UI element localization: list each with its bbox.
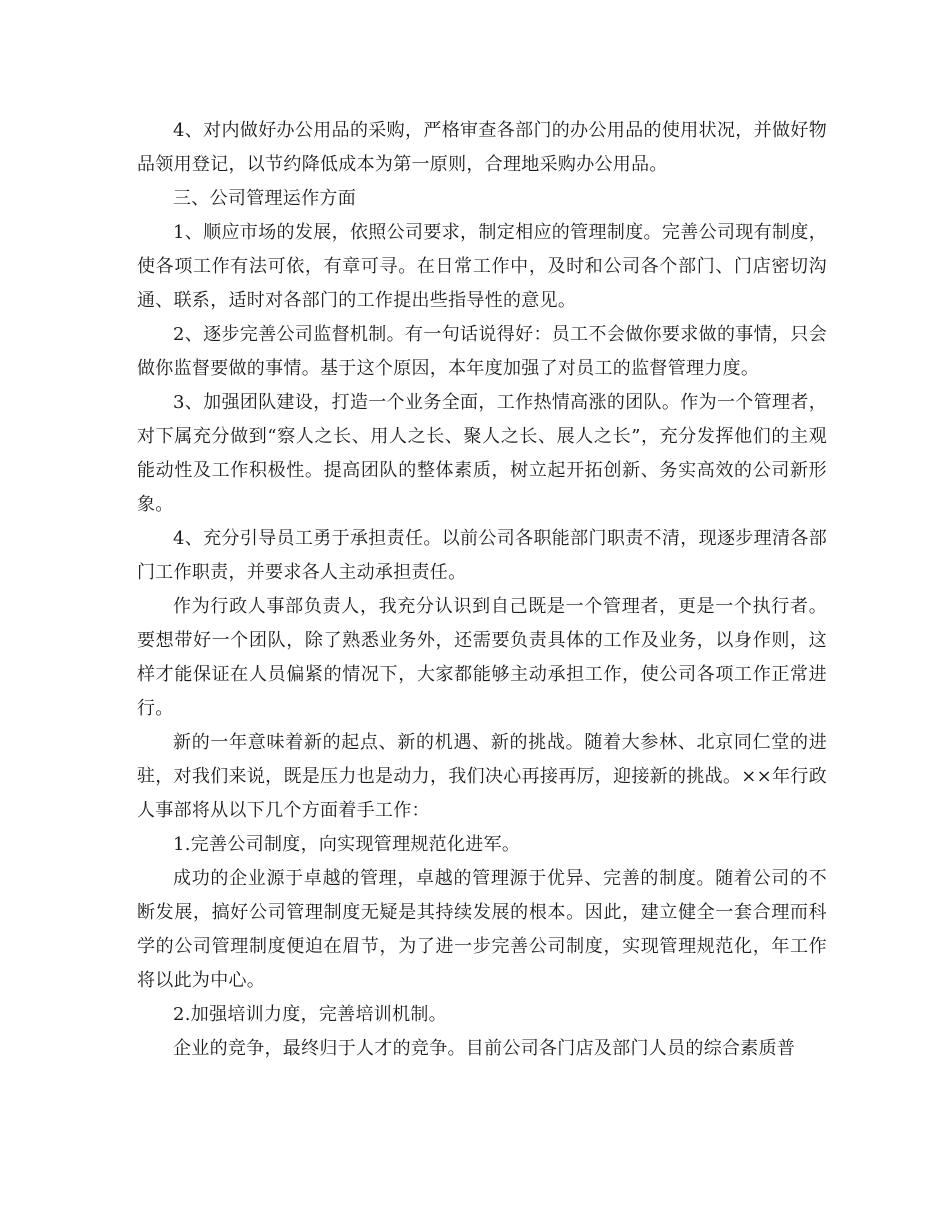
paragraph-supervision: 2、逐步完善公司监督机制。有一句话说得好：员工不会做你要求做的事情，只会做你监督要做的事情。基于这个原因，本年度加强了对员工的监督管理力度。 — [137, 324, 827, 379]
paragraph-manager-role: 作为行政人事部负责人，我充分认识到自己既是一个管理者，更是一个执行者。要想带好一个团队，除了熟悉业务外，还需要负责具体的工作及业务，以身作则，这样才能保证在人员偏紧的情况下，大家都能够主动承担工作，使公司各项工作正常进行。 — [137, 596, 827, 719]
paragraph-competition: 企业的竞争，最终归于人才的竞争。目前公司各门店及部门人员的综合素质普 — [173, 1038, 796, 1059]
document-body — [137, 114, 827, 1066]
list-item-training: 2.加强培训力度，完善培训机制。 — [173, 1004, 447, 1025]
list-item-company-system: 1.完善公司制度，向实现管理规范化进军。 — [173, 834, 521, 855]
section-heading-management: 三、公司管理运作方面 — [173, 188, 356, 209]
paragraph-office-supplies: 4、对内做好办公用品的采购，严格审查各部门的办公用品的使用状况，并做好物品领用登记，以节约降低成本为第一原则，合理地采购办公用品。 — [137, 120, 827, 175]
paragraph-responsibility: 4、充分引导员工勇于承担责任。以前公司各职能部门职责不清，现逐步理清各部门工作职责，并要求各人主动承担责任。 — [137, 528, 827, 583]
paragraph-company-system-detail: 成功的企业源于卓越的管理，卓越的管理源于优异、完善的制度。随着公司的不断发展，搞好公司管理制度无疑是其持续发展的根本。因此，建立健全一套合理而科学的公司管理制度便迫在眉节，为了进一步完善公司制度，实现管理规范化，年工作将以此为中心。 — [137, 868, 827, 991]
paragraph-management-system: 1、顺应市场的发展，依照公司要求，制定相应的管理制度。完善公司现有制度，使各项工作有法可依，有章可寻。在日常工作中，及时和公司各个部门、门店密切沟通、联系，适时对各部门的工作提出些指导性的意见。 — [137, 222, 827, 311]
paragraph-team-building: 3、加强团队建设，打造一个业务全面，工作热情高涨的团队。作为一个管理者，对下属充分做到“察人之长、用人之长、聚人之长、展人之长”，充分发挥他们的主观能动性及工作积极性。提高团队的整体素质，树立起开拓创新、务实高效的公司新形象。 — [137, 392, 827, 515]
paragraph-new-year: 新的一年意味着新的起点、新的机遇、新的挑战。随着大参林、北京同仁堂的进驻，对我们来说，既是压力也是动力，我们决心再接再厉，迎接新的挑战。××年行政人事部将从以下几个方面着手工作： — [137, 732, 827, 821]
